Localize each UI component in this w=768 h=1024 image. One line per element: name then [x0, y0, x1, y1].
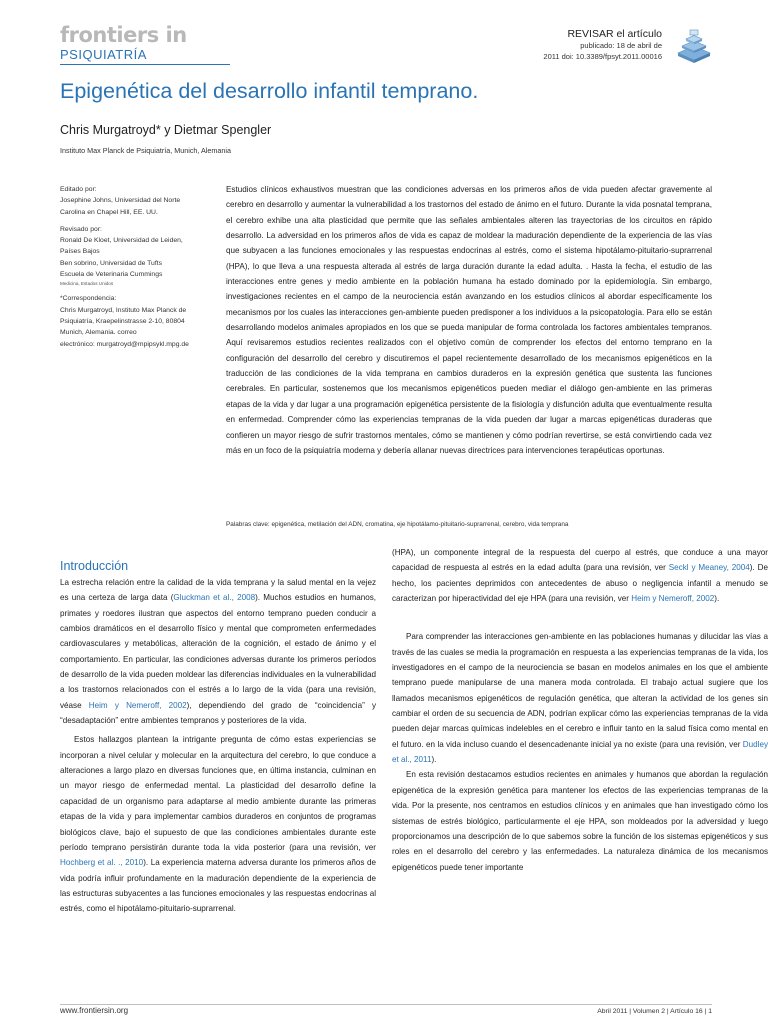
article-meta-header — [470, 28, 662, 62]
authors: Chris Murgatroyd* y Dietmar Spengler — [60, 123, 272, 137]
edited-by-label: Editado por: — [60, 186, 97, 193]
abstract — [226, 182, 712, 458]
paragraph: (HPA), un componente integral de la respuesta del cuerpo al estrés, que conduce a una mayor capacidad de respuesta al estrés en la edad adulta (para una revisión, ver Seckl y Meaney, 2004). De hecho, los pacientes deprimidos con antecedentes de abuso o negligencia infantil a menudo se caracterizan por hiperactividad del eje HPA (para una revisión, ver Heim y Nemeroff, 2002). — [392, 548, 768, 604]
section-heading-introduction: Introducción — [60, 559, 129, 573]
correspondence-line: Munich, Alemania. correo — [60, 329, 137, 337]
paragraph: En esta revisión destacamos estudios recientes en animales y humanos que abordan la regulación epigenética de la expresión genética para mantener los efectos de las experiencias tempranas de la vida. Por la presente, nos centramos en estudios clínicos y en animales que han investigado cómo los sistemas de estrés biológico, particularmente el eje HPA, son moldeados por la adversidad y luego proporcionamos una descripción de lo que sabemos sobre la función de los sistemas epigenéticos y sus roles en el desarrollo del cerebro y las enfermedades. La naturaleza dinámica de los mecanismos epigenéticos puede tener importante — [392, 770, 768, 872]
paragraph-gap — [392, 606, 768, 629]
reviewed-by-block — [60, 224, 210, 287]
journal-name: PSIQUIATRÍA — [60, 47, 147, 62]
correspondence-label: *Correspondencia: — [60, 295, 117, 303]
published-date: publicado: 18 de abril de — [580, 41, 662, 50]
article-type: REVISAR el artículo — [567, 28, 662, 40]
article-title: Epigenética del desarrollo infantil temprano. — [60, 79, 479, 103]
paragraph: La estrecha relación entre la calidad de la vida temprana y la salud mental en la vejez es una certeza de larga data (Gluckman et al., 2008). Muchos estudios en humanos, primates y roedores ilustran que aspectos del entorno temprano pueden conducir a cambios dramáticos en el desarrollo físico y mental que comprometen enfermedades cardiovasculares y metabólicas, alteración de la cognición, el estado de ánimo y el comportamiento. En particular, las condiciones adversas durante los primeros períodos de desarrollo de la vida pueden moldear las diferencias individuales en la vulnerabilidad a los trastornos relacionados con el estrés a lo largo de la vida (para una revisión, véase Heim y Nemeroff, 2002), dependiendo del grado de “coincidencia” y “desadaptación” entre ambientes tempranos y posteriores de la vida. — [60, 578, 377, 726]
frontiers-logo: frontiers in — [60, 23, 187, 47]
reviewer-line-tiny: Medicina, Estados Unidos — [60, 281, 114, 287]
correspondence-line: Psiquiatría, Kraepelinstrasse 2-10, 80804 — [60, 317, 185, 325]
edited-by-block — [60, 184, 210, 218]
keywords: Palabras clave: epigenética, metilación del ADN, cromatina, eje hipotálamo-pituitario-suprarrenal, cerebro, vida temprana — [226, 521, 569, 528]
reviewer-line: Ronald De Kloet, Universidad de Leiden, — [60, 237, 183, 245]
stacked-layers-icon — [674, 25, 714, 65]
correspondence-email: electrónico: murgatroyd@mpipsykl.mpg.de — [60, 340, 189, 348]
correspondence-block — [60, 293, 210, 349]
editor-line: Carolina en Chapel Hill, EE. UU. — [60, 208, 158, 216]
affiliation: Instituto Max Planck de Psiquiatría, Munich, Alemania — [60, 146, 231, 155]
paragraph: Para comprender las interacciones gen-ambiente en las poblaciones humanas y dilucidar las vías a través de las cuales se media la programación en respuesta a las experiencias tempranas de la vida, los investigadores en el campo de la neurociencia se basan en modelos animales en los que el ambiente temprano puede manipularse de una manera moda controlada. El trabajo actual sugiere que los llamados mecanismos epigenéticos de regulación genética, que alteran la actividad de los genes sin cambiar el orden de su secuencia de ADN, podrían explicar cómo las experiencias tempranas de la vida pueden dejar marcas químicas indelebles en el cerebro e influir tanto en la salud física como mental en el futuro. en la vida incluso cuando el desencadenante inicial ya no existe (para una revisión, ver Dudley et al., 2011). — [392, 632, 768, 765]
editorial-info — [60, 184, 210, 356]
reviewer-line: Países Bajos — [60, 248, 100, 256]
correspondence-line: Chris Murgatroyd, Instituto Max Planck de — [60, 306, 187, 314]
citation-link[interactable]: Gluckman et al., 2008 — [173, 593, 256, 603]
reviewed-by-label: Revisado por: — [60, 225, 102, 233]
citation-link[interactable]: Hochberg et al. ., 2010 — [60, 858, 144, 868]
footer-site-link[interactable]: www.frontiersin.org — [60, 1006, 129, 1015]
citation-link[interactable]: Heim y Nemeroff, 2002 — [88, 700, 187, 710]
citation-link[interactable]: Dudley et al., 2011 — [392, 739, 768, 765]
journal-brand — [60, 24, 220, 65]
reviewer-line: Ben sobrino, Universidad de Tufts — [60, 259, 163, 267]
body-column-right — [392, 545, 768, 875]
reviewer-line: Escuela de Veterinaria Cummings — [60, 271, 163, 279]
footer-rule — [60, 1004, 712, 1005]
body-column-left — [60, 575, 376, 917]
paragraph: Estos hallazgos plantean la intrigante pregunta de cómo estas experiencias se incorporan a nivel celular y molecular en la arquitectura del cerebro, lo que conduce a alteraciones a largo plazo en diversas funciones que, en última instancia, culminan en un mayor riesgo de enfermedad mental. La plasticidad del desarrollo define la capacidad de un organismo para adaptarse al medio ambiente durante las primeras etapas de la vida y para implementar cambios duraderos en conjuntos de programas biológicos clave, bajo el supuesto de que las condiciones ambientales durante este período temprano persistirán durante toda la vida posterior (para una revisión, ver Hochberg et al. ., 2010). La experiencia materna adversa durante los primeros años de vida podría influir profundamente en la maduración dependiente de la experiencia de las estructuras subyacentes a las funciones emocionales y las respuestas endocrinas al estrés, como el hipotálamo-pituitario-suprarrenal. — [60, 735, 377, 914]
citation-link[interactable]: Seckl y Meaney, 2004 — [668, 563, 750, 573]
abstract-text: Estudios clínicos exhaustivos muestran que las condiciones adversas en los primeros años de vida pueden afectar gravemente al cerebro en desarrollo y aumentar la vulnerabilidad a los trastornos del estado de ánimo en el futuro. Durante la vida posnatal temprana, el cerebro exhibe una alta plasticidad que permite que las señales ambientales alteren las trayectorias de los circuitos en rápido desarrollo. La adversidad en los primeros años de vida es capaz de moldear la maduración dependiente de la experiencia de las vías que subyacen a las funciones emocionales y las respuestas endocrinas al estrés, como el sistema hipotálamo-pituitario-suprarrenal (HPA), lo que lleva a una respuesta alterada al estrés de larga duración durante la edad adulta. . Hasta la fecha, el estudio de las interacciones entre genes y medio ambiente en la población humana ha estado dominado por la epidemiología. Sin embargo, investigaciones recientes en el campo de la neurociencia están avanzando en los estudios clínicos al abordar específicamente los mecanismos por los cuales las interacciones gen-ambiente pueden predisponer a los individuos a la psicopatología. Para ello se están desarrollando modelos animales apropiados en los que se pueda manipular de forma controlada los factores ambientales tempranos. Aquí revisaremos estudios recientes realizados con el objetivo común de comprender los efectos del entorno temprano en la configuración del desarrollo del cerebro y discutiremos el papel recientemente desarrollado de los mecanismos epigenéticos en la traducción de las condiciones de la vida temprana en cambios duraderos en la expresión genética que sustenta las funciones cerebrales. En particular, sostenemos que los mecanismos epigenéticos pueden mediar el diálogo gen-ambiente en las primeras etapas de la vida y dar lugar a una programación epigenética persistente de la fisiología y disfunción adulta que eventualmente resulta en enfermedad. Comprender cómo las experiencias tempranas de la vida pueden dar lugar a marcas epigenéticas duraderas que confieren un mayor riesgo de sufrir trastornos mentales, cómo se mantienen y cómo podrían revertirse, se está convirtiendo cada vez más en un foco de la psiquiatría moderna y debería allanar nuevas directrices para intervenciones terapéuticas oportunas. — [226, 185, 713, 455]
doi: 2011 doi: 10.3389/fpsyt.2011.00016 — [543, 52, 662, 61]
citation-link[interactable]: Heim y Nemeroff, 2002 — [631, 594, 715, 604]
footer-citation: Abril 2011 | Volumen 2 | Artículo 16 | 1 — [597, 1008, 712, 1015]
brand-underline — [60, 64, 230, 65]
editor-line: Josephine Johns, Universidad del Norte — [60, 197, 181, 205]
